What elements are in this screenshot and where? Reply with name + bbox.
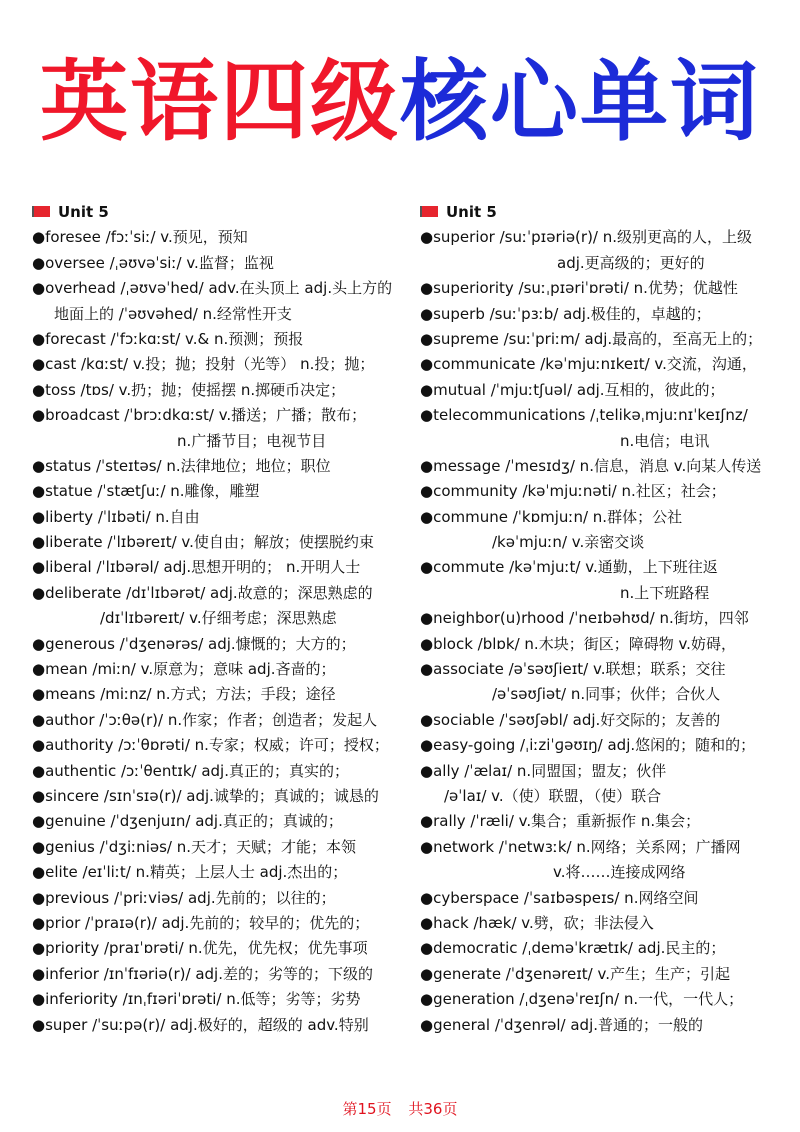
word-entry-line: ●hack /hæk/ v.劈，砍；非法侵入 [420, 913, 654, 932]
word-entry-line: ●priority /praɪˈɒrəti/ n.优先，优先权；优先事项 [32, 939, 368, 958]
word-entry-line: ●superiority /suːˌpɪəriˈɒrəti/ n.优势；优越性 [420, 279, 738, 298]
word-entry-line: ●community /kəˈmjuːnəti/ n.社区；社会； [420, 482, 726, 501]
word-entry-line: n.上下班路程 [620, 583, 710, 602]
word-entry-line: ●author /ˈɔːθə(r)/ n.作家；作者；创造者；发起人 [32, 710, 378, 729]
word-entry-line: ●cast /kɑːst/ v.投；抛；投射（光等） n.投；抛； [32, 355, 375, 374]
word-entry-line: ●forecast /ˈfɔːkɑːst/ v.& n.预测；预报 [32, 329, 304, 348]
word-entry-line: /əˈlaɪ/ v.（使）联盟，（使）联合 [444, 786, 662, 805]
word-entry-line: ●super /ˈsuːpə(r)/ adj.极好的，超级的 adv.特别 [32, 1015, 369, 1034]
title-red-part: 英语四级 [39, 50, 400, 153]
word-entry-line: ●sincere /sɪnˈsɪə(r)/ adj.诚挚的；真诚的；诚恳的 [32, 786, 379, 805]
word-entry-line: ●deliberate /dɪˈlɪbərət/ adj.故意的；深思熟虑的 [32, 583, 373, 602]
word-entry-line: ●ally /ˈælaɪ/ n.同盟国；盟友；伙伴 [420, 761, 667, 780]
word-entry-line: v.将……连接成网络 [553, 863, 686, 882]
word-entry-line: adj.更高级的；更好的 [557, 253, 705, 272]
flag-icon [420, 206, 438, 217]
left-column [32, 200, 398, 1038]
word-entry-line: ●superior /suːˈpɪəriə(r)/ n.级别更高的人，上级 [420, 228, 753, 247]
word-entry-line: ●genuine /ˈdʒenjuɪn/ adj.真正的；真诚的； [32, 812, 343, 831]
word-entry-line: ●generation /ˌdʒenəˈreɪʃn/ n.一代，一代人； [420, 990, 744, 1009]
word-entry-line: ●sociable /ˈsəʊʃəbl/ adj.好交际的；友善的 [420, 710, 721, 729]
page-number: 第15页 [342, 1100, 392, 1118]
word-entry-line: ●democratic /ˌdeməˈkrætɪk/ adj.民主的； [420, 939, 726, 958]
title-blue-part: 核心单词 [400, 50, 761, 153]
word-entry-line: ●mutual /ˈmjuːtʃuəl/ adj.互相的，彼此的； [420, 380, 725, 399]
word-entry-line: ●easy-going /ˌiːziˈɡəʊɪŋ/ adj.悠闲的；随和的； [420, 736, 756, 755]
word-entry-line: ●neighbor(u)rhood /ˈneɪbəhʊd/ n.街坊，四邻 [420, 609, 749, 628]
word-entry-line: ●broadcast /ˈbrɔːdkɑːst/ v.播送；广播；散布； [32, 406, 367, 425]
word-entry-line: ●liberal /ˈlɪbərəl/ adj.思想开明的； n.开明人士 [32, 558, 361, 577]
word-entry-line: ●inferiority /ɪnˌfɪəriˈɒrəti/ n.低等；劣等；劣势 [32, 990, 361, 1009]
word-entry-line: ●foresee /fɔːˈsiː/ v.预见，预知 [32, 228, 248, 247]
unit-heading-left [32, 200, 398, 225]
word-entry-line: n.广播节目；电视节目 [177, 431, 327, 450]
page-title [0, 46, 800, 158]
word-entry-line: ●communicate /kəˈmjuːnɪkeɪt/ v.交流，沟通， [420, 355, 757, 374]
word-entry-line: ●means /miːnz/ n.方式；方法；手段；途径 [32, 685, 336, 704]
word-entry-line: ●generous /ˈdʒenərəs/ adj.慷慨的；大方的； [32, 634, 356, 653]
word-entry-line: ●authentic /ɔːˈθentɪk/ adj.真正的；真实的； [32, 761, 349, 780]
page-total: 共36页 [408, 1100, 458, 1118]
word-entry-line: ●liberty /ˈlɪbəti/ n.自由 [32, 507, 200, 526]
word-entry-line: ●previous /ˈpriːviəs/ adj.先前的；以往的； [32, 888, 336, 907]
word-entry-line: ●general /ˈdʒenrəl/ adj.普通的；一般的 [420, 1015, 704, 1034]
word-entry-line: ●supreme /suːˈpriːm/ adj.最高的，至高无上的； [420, 329, 763, 348]
page-footer [0, 1098, 800, 1119]
word-entry-line: ●telecommunications /ˌtelikəˌmjuːnɪˈkeɪʃnz/ [420, 406, 748, 425]
word-entry-line: ●elite /eɪˈliːt/ n.精英；上层人士 adj.杰出的； [32, 863, 348, 882]
word-entry-line: /kəˈmjuːn/ v.亲密交谈 [492, 533, 645, 552]
right-column [420, 200, 772, 1038]
word-entry-line: ●commune /ˈkɒmjuːn/ n.群体；公社 [420, 507, 683, 526]
word-entry-line: ●inferior /ɪnˈfɪəriə(r)/ adj.差的；劣等的；下级的 [32, 964, 373, 983]
flag-icon [32, 206, 50, 217]
word-entry-line: ●oversee /ˌəʊvəˈsiː/ v.监督；监视 [32, 253, 274, 272]
word-entry-line: ●cyberspace /ˈsaɪbəspeɪs/ n.网络空间 [420, 888, 699, 907]
unit-heading-right [420, 200, 772, 225]
word-entry-line: ●overhead /ˌəʊvəˈhed/ adv.在头顶上 adj.头上方的 [32, 279, 393, 298]
word-entry-line: ●toss /tɒs/ v.扔；抛；使摇摆 n.掷硬币决定； [32, 380, 346, 399]
word-entry-line: 地面上的 /ˈəʊvəhed/ n.经常性开支 [54, 304, 292, 323]
word-entry-line: ●authority /ɔːˈθɒrəti/ n.专家；权威；许可；授权； [32, 736, 389, 755]
unit-label-right: Unit 5 [446, 203, 497, 221]
word-entry-line: ●block /blɒk/ n.木块；街区；障碍物 v.妨碍， [420, 634, 736, 653]
word-entry-line: ●message /ˈmesɪdʒ/ n.信息，消息 v.向某人传送 [420, 456, 762, 475]
word-entry-line: /dɪˈlɪbəreɪt/ v.仔细考虑；深思熟虑 [100, 609, 337, 628]
word-entry-line: ●associate /əˈsəʊʃieɪt/ v.联想；联系；交往 [420, 660, 726, 679]
word-entry-line: ●rally /ˈræli/ v.集合；重新振作 n.集会； [420, 812, 701, 831]
word-entry-line: ●status /ˈsteɪtəs/ n.法律地位；地位；职位 [32, 456, 331, 475]
word-entry-line: ●prior /ˈpraɪə(r)/ adj.先前的；较早的；优先的； [32, 913, 370, 932]
word-entry-line: ●statue /ˈstætʃuː/ n.雕像，雕塑 [32, 482, 260, 501]
word-entry-line: ●mean /miːn/ v.原意为；意味 adj.吝啬的； [32, 660, 336, 679]
word-entry-line: ●network /ˈnetwɜːk/ n.网络；关系网；广播网 [420, 837, 741, 856]
word-entry-line: ●commute /kəˈmjuːt/ v.通勤，上下班往返 [420, 558, 718, 577]
word-entry-line: /əˈsəʊʃiət/ n.同事；伙伴；合伙人 [492, 685, 721, 704]
word-entry-line: ●genius /ˈdʒiːniəs/ n.天才；天赋；才能；本领 [32, 837, 357, 856]
word-entry-line: n.电信；电讯 [620, 431, 710, 450]
unit-label-left: Unit 5 [58, 203, 109, 221]
word-list-right [420, 225, 772, 1038]
word-entry-line: ●generate /ˈdʒenəreɪt/ v.产生；生产；引起 [420, 964, 730, 983]
word-entry-line: ●superb /suːˈpɜːb/ adj.极佳的，卓越的； [420, 304, 711, 323]
word-list-left [32, 225, 398, 1038]
word-entry-line: ●liberate /ˈlɪbəreɪt/ v.使自由；解放；使摆脱约束 [32, 533, 374, 552]
